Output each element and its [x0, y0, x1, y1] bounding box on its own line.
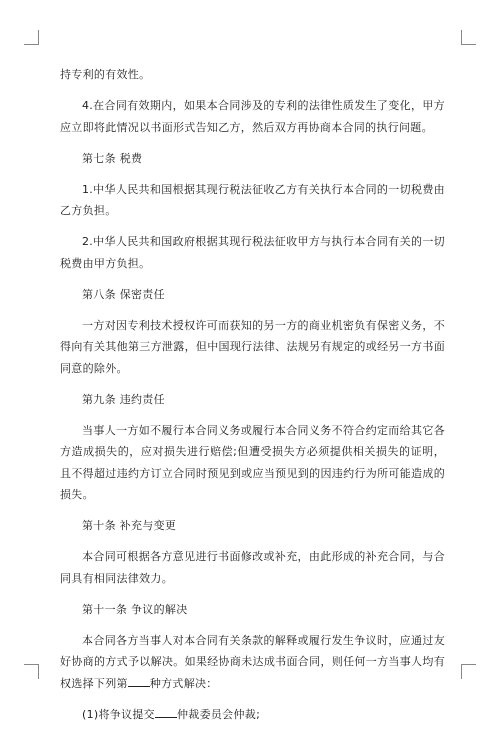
- document-body: [60, 64, 445, 735]
- paragraph-breach-liability: 当事人一方如不履行本合同义务或履行本合同义务不符合约定而给其它各方造成损失的，应对损失进行赔偿;但遭受损失方必须提供相关损失的证明，且不得超过违约方订立合同时预见到或应当预见到的因违约行为所可能造成的损失。: [60, 423, 445, 501]
- crop-mark-bottom-left: [24, 664, 39, 679]
- blank-arbitration-commission: [155, 705, 177, 718]
- heading-article-8: 第八条 保密责任: [82, 287, 165, 301]
- paragraph-tax-2: 2.中华人民共和国政府根据其现行税法征收甲方与执行本合同有关的一切税费由甲方负担。: [60, 235, 445, 270]
- crop-mark-bottom-right: [461, 664, 476, 679]
- paragraph-tax-1: 1.中华人民共和国根据其现行税法征收乙方有关执行本合同的一切税费由乙方负担。: [60, 182, 445, 217]
- heading-article-9: 第九条 违约责任: [82, 392, 165, 406]
- heading-article-10: 第十条 补充与变更: [82, 519, 177, 532]
- paragraph-patent-change: 4.在合同有效期内，如果本合同涉及的专利的法律性质发生了变化，甲方应立即将此情况以书面形式告知乙方，然后双方再协商本合同的执行问题。: [60, 99, 445, 134]
- crop-mark-top-left: [24, 30, 39, 45]
- arbitration-text-part2: 仲裁委员会仲裁;: [176, 707, 261, 721]
- heading-article-7: 第七条 税费: [82, 151, 143, 165]
- dispute-text-part2: 种方式解决：: [149, 676, 218, 690]
- paragraph-amendment: 本合同可根据各方意见进行书面修改或补充，由此形成的补充合同，与合同具有相同法律效力。: [60, 550, 445, 585]
- blank-choice-number: [128, 674, 150, 687]
- dispute-text-part1: 本合同各方当事人对本合同有关条款的解释或履行发生争议时，应通过友好协商的方式予以解决。如果经协商未达成书面合同，则任何一方当事人均有权选择下列第: [60, 633, 445, 690]
- heading-article-11: 第十一条 争议的解决: [82, 602, 188, 616]
- paragraph-confidentiality: 一方对因专利技术授权许可而获知的另一方的商业机密负有保密义务，不得向有关其他第三方泄露，但中国现行法律、法规另有规定的或经另一方书面同意的除外。: [60, 318, 445, 375]
- arbitration-text-part1: (1)将争议提交: [82, 707, 155, 721]
- paragraph-dispute-resolution: [60, 630, 445, 695]
- paragraph-patent-validity: 持专利的有效性。: [60, 68, 151, 81]
- crop-mark-top-right: [461, 30, 476, 45]
